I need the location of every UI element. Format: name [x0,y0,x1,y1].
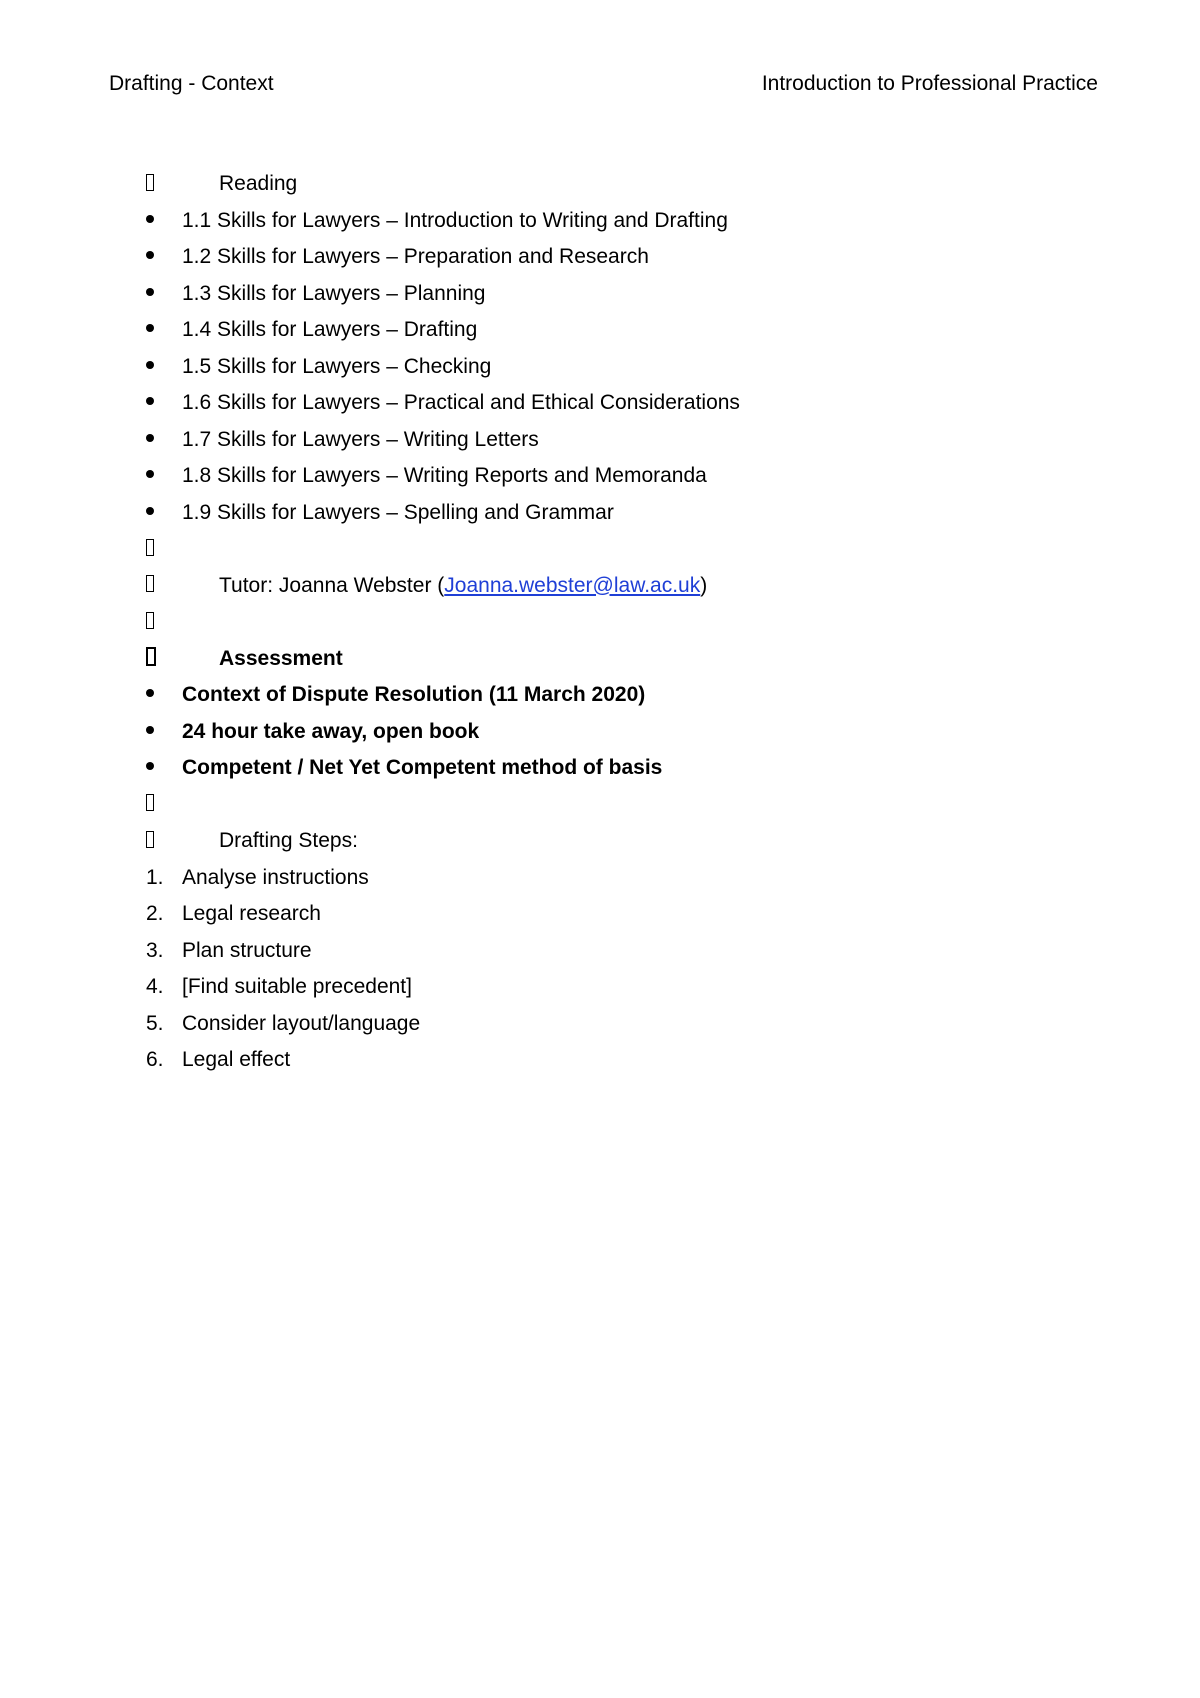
reading-item: 1.2 Skills for Lawyers – Preparation and Research [182,245,649,268]
list-item [0,1042,1200,1079]
step-number: 3. [146,938,164,962]
step-number: 4. [146,975,164,998]
bullet-icon [146,349,160,386]
steps-heading: Drafting Steps: [219,829,358,852]
step-text: Legal research [182,902,321,925]
tutor-info [219,568,707,605]
reading-heading-line [0,166,1200,203]
reading-item: 1.3 Skills for Lawyers – Planning [182,281,486,305]
step-text: [Find suitable precedent] [182,975,412,998]
list-item [0,860,1200,897]
bullet-icon [146,495,160,532]
bullet-icon [146,458,160,495]
square-bullet-icon [146,823,160,860]
bullet-icon [146,750,160,787]
reading-item: 1.5 Skills for Lawyers – Checking [182,354,492,378]
step-number: 5. [146,1011,164,1035]
reading-item: 1.7 Skills for Lawyers – Writing Letters [182,427,539,451]
assessment-item: 24 hour take away, open book [182,719,480,743]
step-number: 2. [146,902,164,925]
square-bullet-icon [146,604,160,641]
reading-heading: Reading [219,172,298,195]
step-number: 1. [146,865,164,889]
assessment-item: Context of Dispute Resolution (11 March 2020) [182,683,646,706]
bullet-icon [146,677,160,714]
step-text: Legal effect [182,1048,291,1071]
bullet-icon [146,714,160,751]
header-left-title: Drafting - Context [109,72,274,95]
list-item [0,239,1200,276]
document-body [0,166,1200,1079]
bullet-icon [146,276,160,313]
header-right-title: Introduction to Professional Practice [761,72,1098,95]
list-item [0,495,1200,532]
list-item [0,458,1200,495]
list-item [0,677,1200,714]
tutor-suffix: ) [700,573,708,597]
list-item [0,1006,1200,1043]
list-item [0,933,1200,970]
square-bullet-icon [146,568,160,605]
list-item [0,750,1200,787]
square-bullet-icon [146,641,160,678]
list-item [0,385,1200,422]
reading-item: 1.6 Skills for Lawyers – Practical and Ethical Considerations [182,391,740,414]
reading-item: 1.1 Skills for Lawyers – Introduction to Writing and Drafting [182,208,728,232]
reading-item: 1.9 Skills for Lawyers – Spelling and Grammar [182,500,614,524]
square-bullet-icon [146,531,160,568]
steps-heading-line [0,823,1200,860]
list-item [0,422,1200,459]
tutor-line [0,568,1200,605]
square-bullet-icon [146,787,160,824]
empty-line [0,604,1200,641]
step-number: 6. [146,1048,164,1071]
list-item [0,969,1200,1006]
bullet-icon [146,203,160,240]
assessment-heading: Assessment [219,646,343,670]
empty-line [0,787,1200,824]
list-item [0,714,1200,751]
reading-item: 1.8 Skills for Lawyers – Writing Reports and Memoranda [182,464,707,487]
bullet-icon [146,312,160,349]
square-bullet-icon [146,166,160,203]
assessment-heading-line [0,641,1200,678]
list-item [0,312,1200,349]
list-item [0,276,1200,313]
bullet-icon [146,422,160,459]
bullet-icon [146,385,160,422]
step-text: Plan structure [182,938,312,962]
tutor-prefix: Tutor: Joanna Webster ( [219,573,445,597]
reading-item: 1.4 Skills for Lawyers – Drafting [182,318,478,341]
list-item [0,203,1200,240]
step-text: Consider layout/language [182,1011,421,1035]
bullet-icon [146,239,160,276]
list-item [0,896,1200,933]
empty-line [0,531,1200,568]
step-text: Analyse instructions [182,865,369,889]
tutor-email-link[interactable]: Joanna.webster@law.ac.uk [444,573,701,597]
list-item [0,349,1200,386]
assessment-item: Competent / Net Yet Competent method of basis [182,756,663,779]
